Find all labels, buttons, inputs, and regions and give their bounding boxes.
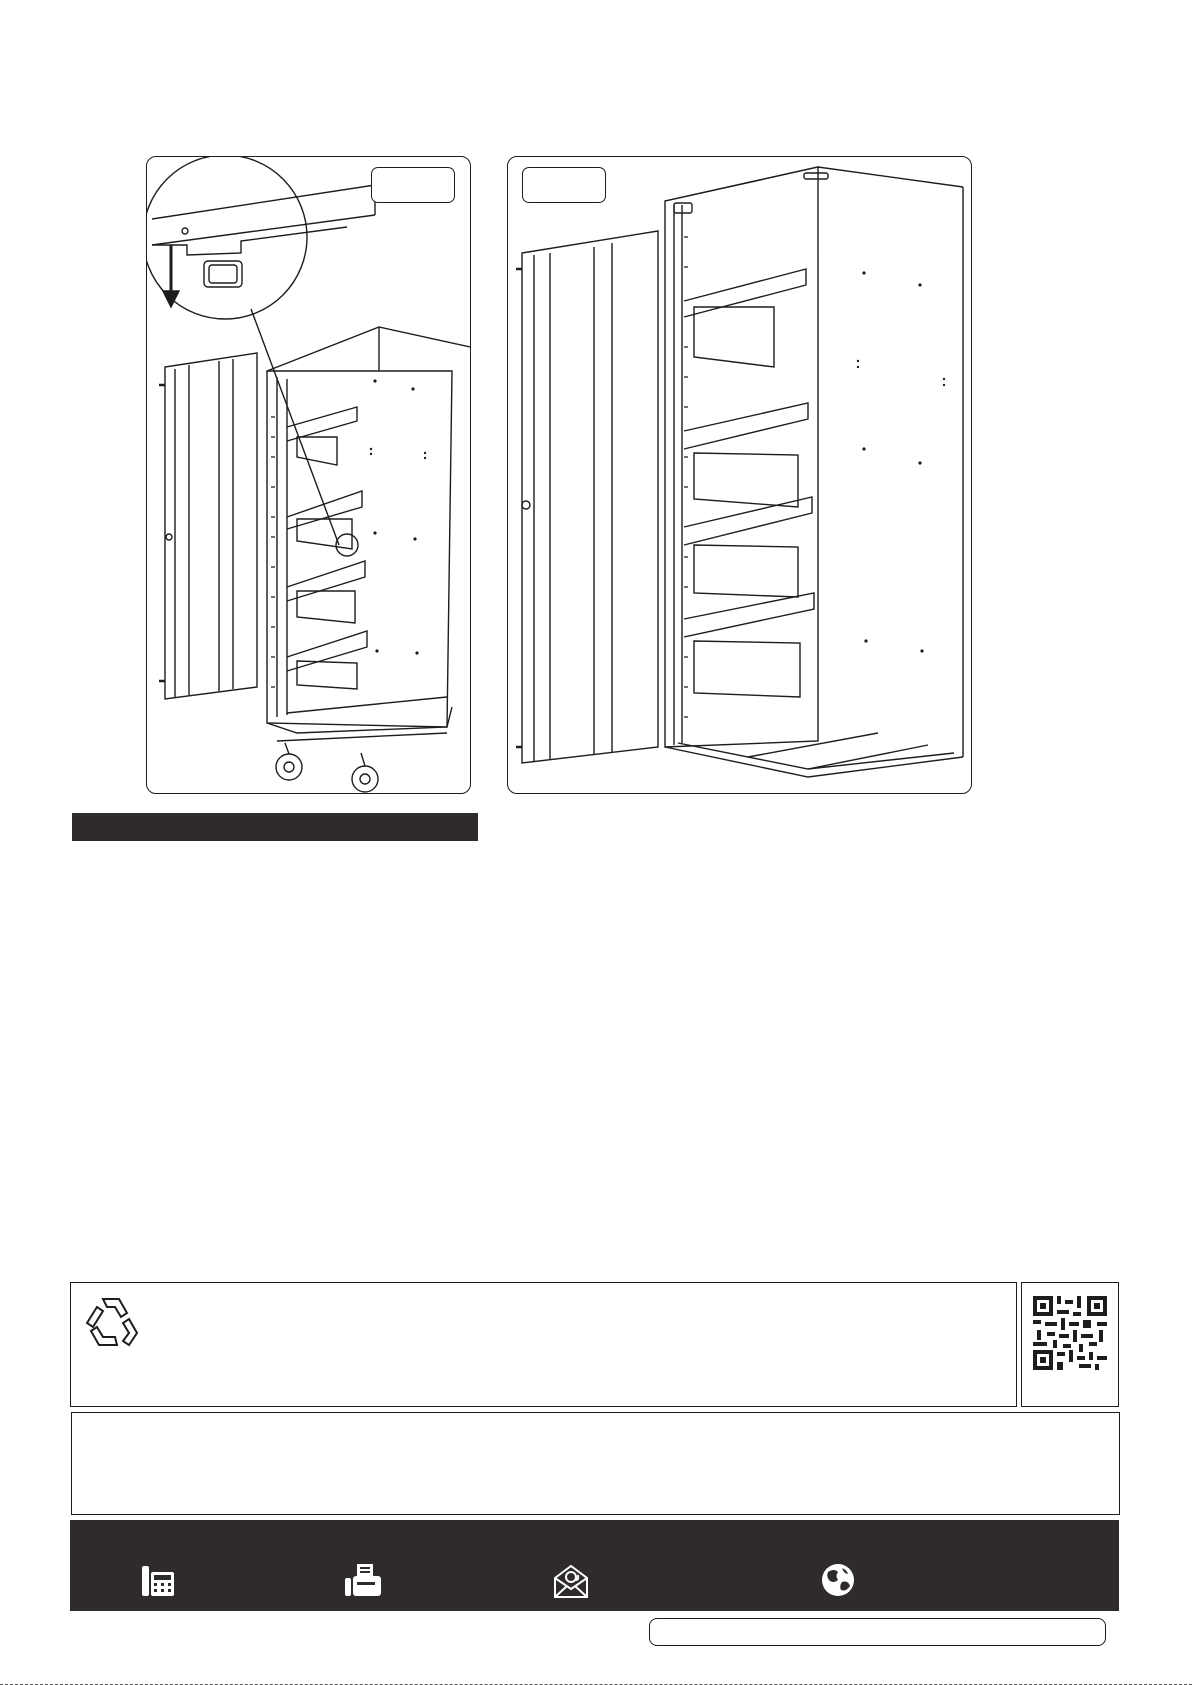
web-globe-icon [820,1562,856,1598]
figure-tag-right [522,167,606,203]
recycle-icon [83,1293,139,1349]
phone-icon [140,1562,176,1598]
caption-bar [72,813,478,841]
email-icon [552,1562,590,1600]
cabinet-castors-illustration [147,157,470,793]
recycle-notice-box [70,1282,1017,1407]
contact-bar [70,1520,1119,1611]
document-reference-box [649,1618,1106,1646]
qr-box [1021,1282,1119,1407]
figure-panel-left [146,156,471,794]
figure-panel-right [507,156,972,794]
qr-code-icon [1033,1296,1107,1370]
figure-tag-left [371,167,455,203]
legal-notice-box [71,1412,1120,1515]
cabinet-illustration [508,157,971,793]
fax-icon [343,1562,383,1598]
